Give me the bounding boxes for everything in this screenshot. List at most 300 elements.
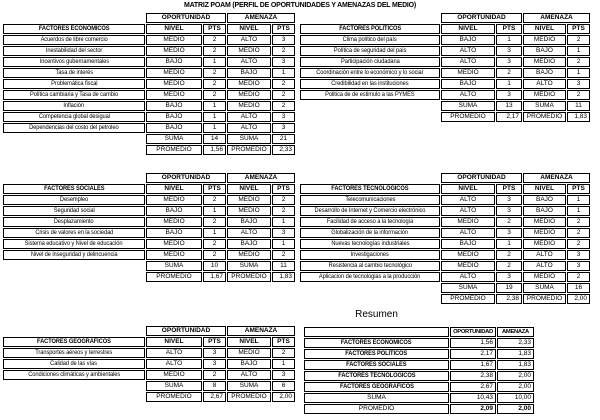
group-header-row [3,326,295,336]
nivel-header: NIVEL [441,184,495,194]
threat-level: BAJO [227,68,271,78]
suma-opportunity-value: 19 [496,283,522,293]
opportunity-points: 1 [203,57,226,67]
factor-name [300,195,440,205]
opportunity-level: ALTO [441,228,495,238]
threat-level: MEDIO [523,90,566,100]
resumen-opportunity-value: 1,56 [450,338,496,348]
resumen-factor-name-text: FACTORES ECONOMICOS [341,339,412,346]
resumen-opportunity-value: 2,17 [450,349,496,359]
factor-name-text: Credibilidad en las instituciones [331,80,409,87]
opportunity-points: 3 [496,57,522,67]
opportunity-level: BAJO [146,112,202,122]
threat-points: 2 [567,35,590,45]
opportunity-level: BAJO [146,206,202,216]
factor-row [3,370,295,380]
promedio-row [3,392,295,402]
opportunity-level: MEDIO [146,239,202,249]
factor-row [3,195,295,205]
opportunity-level: MEDIO [441,217,495,227]
opportunity-points: 1 [203,101,226,111]
factor-row [300,250,590,260]
table-title-text: FACTORES SOCIALES [43,185,105,192]
table-title [3,337,145,347]
table-factores-economicos [2,12,296,156]
threat-level: ALTO [227,123,271,133]
opportunity-points: 2 [496,250,522,260]
amenaza-header: AMENAZA [523,173,590,183]
opportunity-points: 2 [203,195,226,205]
resumen-factor-name-text: FACTORES TECNOLOGICOS [337,372,416,379]
threat-points: 3 [272,35,295,45]
factor-name-text: Competencia global desigual [38,113,110,120]
promedio-threat-value: 2,33 [272,145,295,155]
factor-name-text: Seguridad social [53,207,95,214]
pts-header: PTS [272,337,295,347]
spacer-cell [3,261,145,271]
factor-row [300,57,590,67]
threat-points: 3 [567,261,590,271]
opportunity-points: 3 [203,348,226,358]
threat-points: 2 [567,57,590,67]
factor-name-text: Resistencia al cambio tecnológico [328,262,412,269]
suma-row [3,381,295,391]
promedio-row [3,272,295,282]
resumen-suma-threat-value: 10,00 [497,393,534,403]
opportunity-points: 2 [496,68,522,78]
table-title-text: FACTORES ECONOMICOS [38,25,110,32]
pts-header: PTS [272,24,295,34]
factor-name-text: Política cambiaria y Tasa de cambio [29,91,119,98]
threat-points: 1 [272,239,295,249]
group-header-row [3,13,295,23]
spacer-cell [300,283,440,293]
factor-name [3,57,145,67]
factor-name-text: Politica de de estimulo a las PYMES [325,91,415,98]
factor-name-text: Desempleo [59,196,89,203]
resumen-threat-value: 2,33 [497,338,534,348]
opportunity-points: 2 [203,79,226,89]
threat-level: ALTO [227,112,271,122]
factor-table [2,172,296,283]
spacer-cell [3,145,145,155]
resumen-row [304,371,534,381]
factor-name-text: Acuerdos de libre comercio [40,36,108,43]
factor-name [3,348,145,358]
opportunity-level: MEDIO [146,217,202,227]
factor-row [300,35,590,45]
factor-row [300,261,590,271]
promedio-label: PROMEDIO [146,272,202,282]
promedio-label: PROMEDIO [523,294,566,304]
resumen-factor-name [304,382,449,392]
threat-level: MEDIO [227,195,271,205]
opportunity-level: ALTO [146,359,202,369]
promedio-threat-value: 2,00 [567,294,590,304]
spacer-cell [3,173,145,183]
factor-name [3,217,145,227]
promedio-row [300,294,590,304]
factor-name-text: Facilidad de acceso a la tecnología [326,218,414,225]
suma-label: SUMA [441,283,495,293]
suma-label: SUMA [227,134,271,144]
promedio-opportunity-value: 2,38 [496,294,522,304]
suma-label: SUMA [523,283,566,293]
resumen-header-row [304,327,534,337]
factor-name-text: Tasa de interés [55,69,93,76]
opportunity-points: 2 [203,46,226,56]
factor-name [300,272,440,282]
threat-points: 1 [567,46,590,56]
pts-header: PTS [203,24,226,34]
oportunidad-header: OPORTUNIDAD [441,13,522,23]
factor-row [3,112,295,122]
promedio-label: PROMEDIO [523,112,566,122]
table-title-text: FACTORES GEOGRAFICOS [37,338,111,345]
threat-level: MEDIO [523,217,566,227]
factor-name [300,217,440,227]
opportunity-points: 2 [203,217,226,227]
factor-name-text: Crisis de valores en la sociedad [35,229,113,236]
spacer-cell [300,101,440,111]
opportunity-level: MEDIO [146,79,202,89]
nivel-header: NIVEL [523,24,566,34]
suma-label: SUMA [523,101,566,111]
opportunity-level: ALTO [441,195,495,205]
threat-points: 2 [272,101,295,111]
opportunity-points: 1 [496,79,522,89]
nivel-header: NIVEL [227,184,271,194]
factor-row [3,46,295,56]
promedio-label: PROMEDIO [441,112,495,122]
spacer-cell [3,381,145,391]
resumen-promedio-threat-value: 2,00 [497,404,534,414]
threat-level: ALTO [227,370,271,380]
spacer-cell [300,13,440,23]
resumen-promedio-label: PROMEDIO [304,404,449,414]
factor-name [300,261,440,271]
table-factores-politicos [299,12,591,123]
factor-row [3,101,295,111]
factor-name [3,195,145,205]
resumen-factor-name [304,338,449,348]
opportunity-points: 2 [203,370,226,380]
nivel-header: NIVEL [523,184,566,194]
resumen-row [304,349,534,359]
factor-name [3,239,145,249]
threat-level: MEDIO [227,206,271,216]
opportunity-level: ALTO [441,90,495,100]
threat-points: 1 [567,68,590,78]
pts-header: PTS [567,184,590,194]
factor-row [300,195,590,205]
opportunity-points: 2 [203,250,226,260]
factor-name-text: Inflación [63,102,85,109]
threat-level: ALTO [227,228,271,238]
factor-row [300,68,590,78]
resumen-empty-header [304,327,449,337]
threat-level: BAJO [227,239,271,249]
resumen-factor-name [304,360,449,370]
threat-level: BAJO [523,195,566,205]
pts-header: PTS [203,184,226,194]
group-header-row [3,173,295,183]
factor-row [3,90,295,100]
threat-points: 3 [272,57,295,67]
opportunity-level: MEDIO [441,261,495,271]
threat-points: 1 [567,195,590,205]
opportunity-points: 1 [203,112,226,122]
amenaza-header: AMENAZA [227,326,295,336]
suma-opportunity-value: 8 [203,381,226,391]
opportunity-level: MEDIO [441,250,495,260]
factor-row [3,239,295,249]
resumen-suma-opportunity-value: 10,43 [450,393,496,403]
factor-row [3,250,295,260]
factor-name [300,90,440,100]
resumen-opportunity-value: 2,38 [450,371,496,381]
factor-name-text: Desplazamiento [54,218,94,225]
spacer-cell [3,134,145,144]
resumen-row [304,338,534,348]
factor-name [3,228,145,238]
promedio-label: PROMEDIO [146,392,202,402]
factor-row [3,217,295,227]
threat-level: MEDIO [227,90,271,100]
amenaza-header: AMENAZA [523,13,590,23]
opportunity-points: 2 [496,217,522,227]
threat-level: BAJO [227,359,271,369]
threat-points: 2 [272,79,295,89]
nivel-header: NIVEL [227,337,271,347]
resumen-suma-row [304,393,534,403]
threat-points: 2 [272,206,295,216]
factor-name-text: Nuevas tecnologías industriales [330,240,410,247]
opportunity-level: ALTO [441,46,495,56]
table-title [3,184,145,194]
table-title [300,184,440,194]
opportunity-points: 3 [496,272,522,282]
threat-level: BAJO [523,46,566,56]
factor-name-text: Clima político del país [343,36,397,43]
factor-name-text: Política de seguridad del país [333,47,407,54]
factor-name [300,57,440,67]
resumen-promedio-row [304,404,534,414]
threat-points: 3 [272,112,295,122]
opportunity-level: BAJO [146,228,202,238]
promedio-label: PROMEDIO [227,392,271,402]
promedio-threat-value: 1,83 [272,272,295,282]
factor-name-text: Nivel de inseguridad y delincuencia [30,251,118,258]
opportunity-points: 2 [203,239,226,249]
factor-row [300,46,590,56]
factor-name [3,123,145,133]
factor-name [300,68,440,78]
factor-name [3,101,145,111]
factor-name [3,112,145,122]
threat-points: 3 [567,79,590,89]
oportunidad-header: OPORTUNIDAD [146,173,226,183]
factor-row [3,206,295,216]
threat-points: 1 [567,206,590,216]
opportunity-points: 1 [203,206,226,216]
spacer-cell [300,112,440,122]
suma-label: SUMA [146,381,202,391]
table-resumen [303,326,535,415]
threat-level: BAJO [523,68,566,78]
resumen-amenaza-header: AMENAZA [497,327,534,337]
column-header-row [3,184,295,194]
threat-points: 1 [272,68,295,78]
spacer-cell [300,173,440,183]
threat-points: 2 [272,90,295,100]
factor-name-text: Dependencias del costo del petroleo [29,124,119,131]
suma-threat-value: 11 [272,261,295,271]
factor-row [300,90,590,100]
factor-name-text: Inestabilidad del sector [45,47,103,54]
promedio-opportunity-value: 1,56 [203,145,226,155]
opportunity-points: 1 [496,35,522,45]
factor-row [3,359,295,369]
factor-name-text: Desarrollo de Internet y Comercio electrónico [314,207,426,214]
suma-opportunity-value: 14 [203,134,226,144]
factor-name [300,228,440,238]
threat-points: 3 [272,123,295,133]
pts-header: PTS [496,184,522,194]
page-title: MATRIZ POAM (PERFIL DE OPORTUNIDADES Y AMENAZAS DEL MEDIO) [183,2,417,9]
threat-points: 2 [567,239,590,249]
factor-name [3,359,145,369]
factor-name [300,35,440,45]
pts-header: PTS [567,24,590,34]
suma-row [3,261,295,271]
factor-name-text: Telecomunicaciones [345,196,395,203]
nivel-header: NIVEL [227,24,271,34]
suma-row [300,101,590,111]
suma-threat-value: 21 [272,134,295,144]
threat-level: MEDIO [227,101,271,111]
factor-table [299,172,591,305]
factor-name [300,239,440,249]
factor-row [300,228,590,238]
threat-points: 2 [567,217,590,227]
promedio-row [3,145,295,155]
spacer-cell [3,13,145,23]
resumen-oportunidad-header: OPORTUNIDAD [450,327,496,337]
suma-label: SUMA [441,101,495,111]
threat-points: 2 [567,228,590,238]
opportunity-level: MEDIO [146,46,202,56]
oportunidad-header: OPORTUNIDAD [441,173,522,183]
opportunity-points: 2 [496,261,522,271]
opportunity-level: MEDIO [146,250,202,260]
nivel-header: NIVEL [146,184,202,194]
factor-row [300,217,590,227]
factor-name-text: Investigaciones [350,251,390,258]
nivel-header: NIVEL [441,24,495,34]
promedio-label: PROMEDIO [227,272,271,282]
opportunity-points: 3 [496,90,522,100]
threat-points: 1 [272,217,295,227]
opportunity-points: 3 [496,228,522,238]
threat-points: 3 [567,250,590,260]
group-header-row [300,173,590,183]
threat-level: MEDIO [227,250,271,260]
resumen-promedio-opportunity-value: 2,09 [450,404,496,414]
factor-name-text: Aplicacion de tecnologias a la producción [319,273,421,280]
threat-level: BAJO [227,217,271,227]
table-factores-tecnologicos [299,172,591,305]
factor-name-text: Sistema educativo y Nivel de educación [25,240,123,247]
opportunity-level: BAJO [146,57,202,67]
column-header-row [3,24,295,34]
resumen-suma-label: SUMA [304,393,449,403]
factor-row [300,272,590,282]
opportunity-level: BAJO [146,101,202,111]
factor-name [300,250,440,260]
factor-name [3,370,145,380]
factor-name [3,46,145,56]
factor-name-text: Problemática fiscal [50,80,98,87]
promedio-label: PROMEDIO [146,145,202,155]
opportunity-level: BAJO [146,123,202,133]
factor-name-text: Transportes aéreos y terrestres [35,349,113,356]
threat-points: 2 [567,272,590,282]
factor-name-text: Participación ciudadana [340,58,400,65]
table-factores-sociales [2,172,296,283]
table-title-text: FACTORES POLITICOS [339,25,401,32]
threat-level: MEDIO [227,79,271,89]
factor-name [3,35,145,45]
column-header-row [300,184,590,194]
opportunity-level: MEDIO [146,195,202,205]
opportunity-level: ALTO [441,57,495,67]
group-header-row [300,13,590,23]
oportunidad-header: OPORTUNIDAD [146,326,226,336]
promedio-threat-value: 1,83 [567,112,590,122]
factor-name [300,206,440,216]
resumen-threat-value: 2,00 [497,382,534,392]
opportunity-level: ALTO [441,272,495,282]
opportunity-points: 3 [203,359,226,369]
resumen-opportunity-value: 2,67 [450,382,496,392]
factor-name-text: Calidad de las vías [50,360,98,367]
factor-name-text: Coordinación entre lo económico y lo social [316,69,424,76]
opportunity-level: BAJO [441,239,495,249]
factor-row [300,206,590,216]
threat-level: MEDIO [523,57,566,67]
factor-name [3,68,145,78]
factor-row [3,123,295,133]
factor-row [3,68,295,78]
suma-label: SUMA [227,261,271,271]
threat-points: 2 [272,348,295,358]
threat-level: MEDIO [227,348,271,358]
threat-level: ALTO [523,250,566,260]
suma-opportunity-value: 13 [496,101,522,111]
suma-opportunity-value: 10 [203,261,226,271]
opportunity-level: MEDIO [146,370,202,380]
promedio-opportunity-value: 2,17 [496,112,522,122]
factor-name [300,79,440,89]
threat-points: 1 [272,359,295,369]
threat-level: ALTO [227,35,271,45]
threat-level: ALTO [227,57,271,67]
factor-row [300,239,590,249]
threat-points: 2 [567,90,590,100]
opportunity-points: 2 [203,68,226,78]
table-title [3,24,145,34]
